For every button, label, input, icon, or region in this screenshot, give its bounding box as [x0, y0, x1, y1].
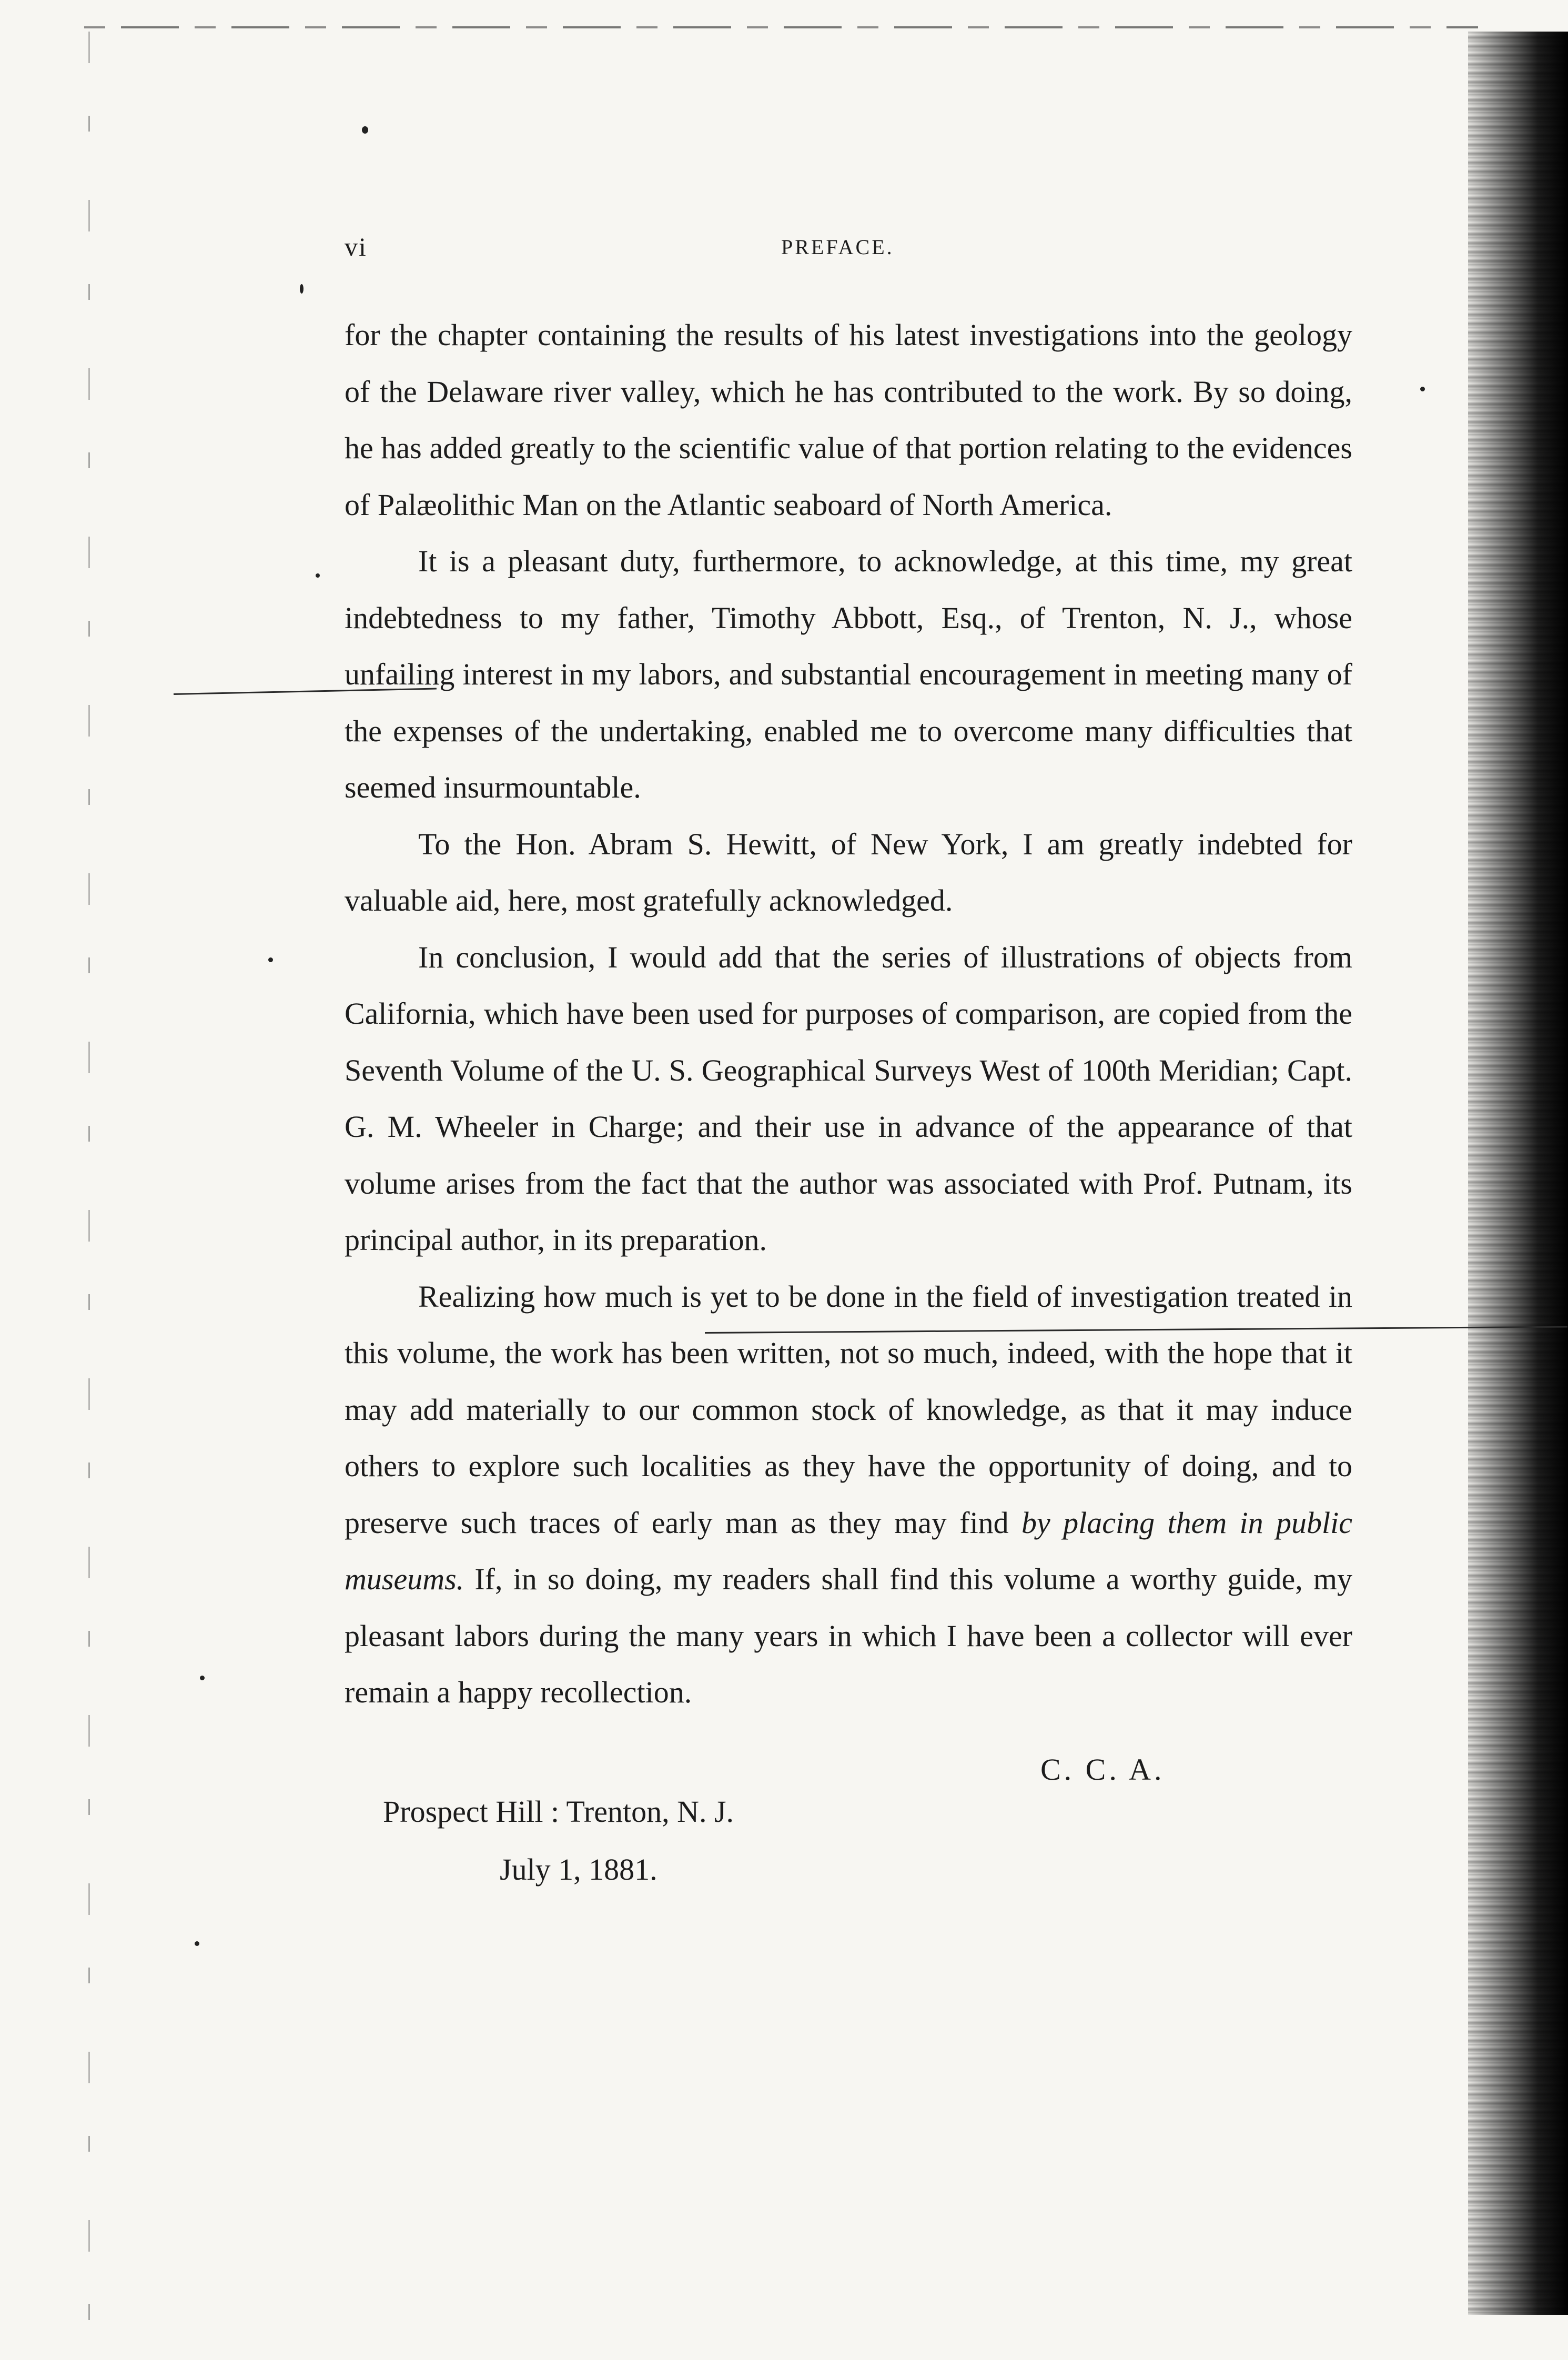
scan-speck	[200, 1676, 205, 1680]
paragraph-text: Realizing how much is yet to be done in the field of investigation treated in this volume, the work has been written, not so much, indeed, with the hope that it may add materially to our common stock of knowledge, as that it may induce others to explore such localities as they have the opportunity of doing, and to preserve such traces of early man as they may find	[345, 1279, 1352, 1540]
author-initials: C. C. A.	[1040, 1752, 1165, 1787]
paragraph	[345, 816, 1352, 929]
emphasized-text: by placing them in public museums.	[345, 1505, 1352, 1596]
scan-speck	[362, 126, 368, 134]
paragraph	[345, 307, 1352, 533]
paragraph	[345, 929, 1352, 1268]
paragraph-text: If, in so doing, my readers shall find this volume a worthy guide, my pleasant labors during the many years in which I have been a collector will ever remain a happy recollection.	[345, 1562, 1352, 1709]
paragraph-text: In conclusion, I would add that the series of illustrations of objects from California, which have been used for purposes of comparison, are copied from the Seventh Volume of the U. S. Geographical Surveys West of 100th Meridian; Capt. G. M. Wheeler in Charge; and their use in advance of the appearance of that volume arises from the fact that the author was associated with Prof. Putnam, its principal author, in its preparation.	[345, 940, 1352, 1257]
scan-speck	[316, 573, 320, 578]
page-number: vi	[345, 232, 367, 261]
scan-left-edge	[88, 32, 90, 2336]
paragraph	[345, 533, 1352, 816]
scan-top-edge	[84, 26, 1478, 28]
scan-binding-shadow	[1468, 32, 1568, 2315]
scan-speck	[1420, 387, 1425, 391]
date-line: July 1, 1881.	[500, 1852, 657, 1887]
paragraph	[345, 1268, 1352, 1721]
preface-text	[345, 307, 1352, 1721]
paragraph-text: for the chapter containing the results of his latest investigations into the geology of the Delaware river valley, which he has contributed to the work. By so doing, he has added greatly to the scientific value of that portion relating to the evidences of Palæolithic Man on the Atlantic seaboard of North America.	[345, 318, 1352, 522]
paragraph-text: To the Hon. Abram S. Hewitt, of New York, I am greatly indebted for valuable aid, here, most gratefully acknowledged.	[345, 826, 1352, 917]
paragraph-text: It is a pleasant duty, furthermore, to acknowledge, at this time, my great indebtedness to my father, Timothy Abbott, Esq., of Trenton, N. J., whose unfailing interest in my labors, and substantial encouragement in meeting many of the expenses of the undertaking, enabled me to overcome many difficulties that seemed insurmountable.	[345, 544, 1352, 804]
scan-speck	[300, 284, 304, 294]
page-header	[345, 231, 1391, 268]
place-line: Prospect Hill : Trenton, N. J.	[383, 1794, 734, 1829]
scan-speck	[195, 1941, 199, 1946]
running-head: PREFACE.	[781, 235, 894, 259]
scan-speck	[268, 957, 273, 962]
